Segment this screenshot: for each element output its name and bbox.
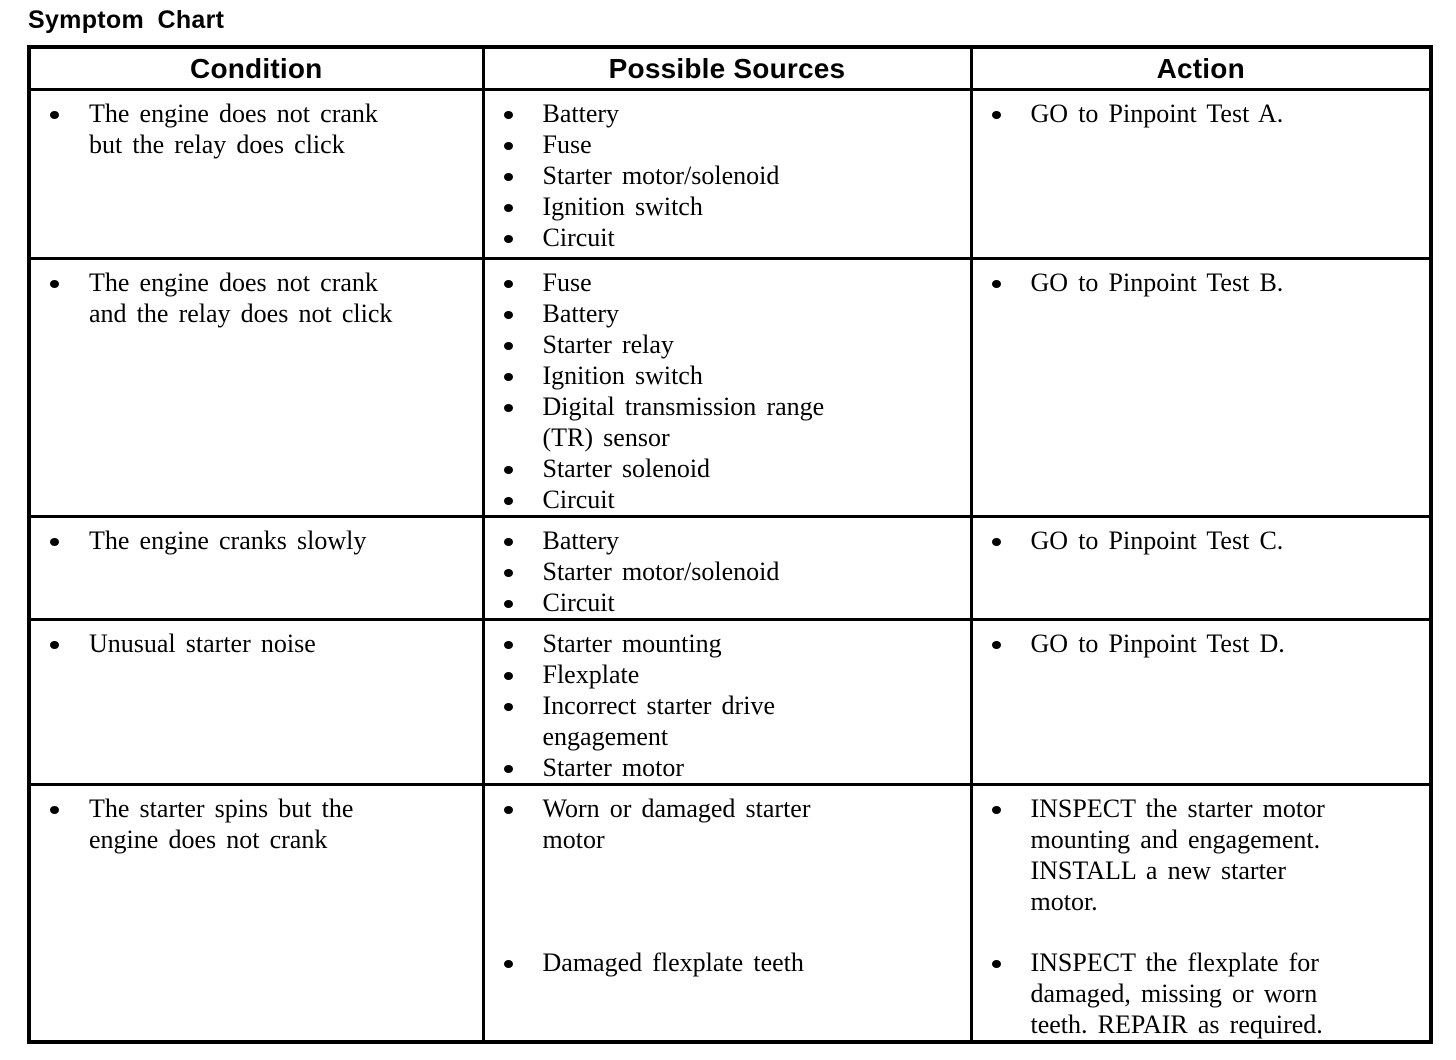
bullet-text: GO to Pinpoint Test B. xyxy=(1030,268,1284,297)
bullet-item xyxy=(485,267,962,298)
bullet-list xyxy=(973,793,1422,1040)
bullet-icon xyxy=(992,641,1001,649)
bullet-item xyxy=(485,191,962,222)
bullet-list xyxy=(485,525,962,618)
bullet-item xyxy=(485,525,962,556)
bullet-icon xyxy=(504,280,513,288)
bullet-icon xyxy=(504,806,513,814)
bullet-icon xyxy=(50,538,59,546)
bullet-text: GO to Pinpoint Test D. xyxy=(1030,629,1285,658)
bullet-icon xyxy=(992,280,1001,288)
symptom-chart-table xyxy=(27,45,1433,1044)
bullet-text: The engine cranks slowly xyxy=(89,526,367,555)
bullet-text: Worn or damaged starter motor xyxy=(542,794,811,854)
bullet-icon xyxy=(504,538,513,546)
bullet-item xyxy=(485,628,962,659)
bullet-item xyxy=(485,690,962,752)
action-cell xyxy=(971,259,1431,517)
bullet-item xyxy=(973,947,1422,1040)
bullet-item xyxy=(485,98,962,129)
bullet-item xyxy=(31,98,474,160)
table-row xyxy=(29,785,1431,1043)
bullet-text: Starter relay xyxy=(542,330,674,359)
bullet-text: Fuse xyxy=(542,268,592,297)
bullet-text: Flexplate xyxy=(542,660,640,689)
bullet-icon xyxy=(992,111,1001,119)
sources-cell xyxy=(483,785,971,1043)
bullet-item xyxy=(31,628,474,659)
action-cell xyxy=(971,90,1431,259)
bullet-text: Digital transmission range (TR) sensor xyxy=(542,392,825,452)
bullet-icon xyxy=(504,311,513,319)
bullet-icon xyxy=(50,641,59,649)
bullet-item xyxy=(485,298,962,329)
bullet-item xyxy=(485,752,962,783)
column-header-action: Action xyxy=(971,47,1431,90)
table-row xyxy=(29,90,1431,259)
table-row xyxy=(29,620,1431,785)
bullet-icon xyxy=(504,111,513,119)
bullet-list xyxy=(485,267,962,515)
bullet-item xyxy=(485,484,962,515)
bullet-icon xyxy=(992,960,1001,968)
bullet-icon xyxy=(504,672,513,680)
bullet-text: Starter motor/solenoid xyxy=(542,161,780,190)
bullet-icon xyxy=(504,466,513,474)
bullet-item xyxy=(485,129,962,160)
bullet-item xyxy=(973,628,1422,659)
bullet-icon xyxy=(504,404,513,412)
sources-cell xyxy=(483,620,971,785)
bullet-text: GO to Pinpoint Test C. xyxy=(1030,526,1284,555)
condition-cell xyxy=(29,259,483,517)
bullet-text: Starter mounting xyxy=(542,629,722,658)
bullet-icon xyxy=(504,204,513,212)
bullet-item xyxy=(485,453,962,484)
table-row xyxy=(29,259,1431,517)
bullet-icon xyxy=(504,373,513,381)
bullet-item xyxy=(31,267,474,329)
bullet-item xyxy=(973,525,1422,556)
bullet-icon xyxy=(992,806,1001,814)
bullet-item xyxy=(485,222,962,253)
bullet-list xyxy=(31,793,474,855)
bullet-list xyxy=(973,628,1422,659)
bullet-icon xyxy=(50,111,59,119)
bullet-item xyxy=(485,160,962,191)
bullet-text: Circuit xyxy=(542,485,615,514)
bullet-text: Battery xyxy=(542,99,620,128)
bullet-text: The starter spins but the engine does not crank xyxy=(89,794,354,854)
bullet-item xyxy=(973,98,1422,129)
bullet-icon xyxy=(504,342,513,350)
bullet-icon xyxy=(504,173,513,181)
bullet-icon xyxy=(50,806,59,814)
bullet-icon xyxy=(504,235,513,243)
bullet-text: Circuit xyxy=(542,223,615,252)
condition-cell xyxy=(29,90,483,259)
bullet-item xyxy=(485,793,962,855)
bullet-icon xyxy=(504,765,513,773)
bullet-item xyxy=(485,391,962,453)
bullet-text: The engine does not crank and the relay does not click xyxy=(89,268,393,328)
bullet-icon xyxy=(504,641,513,649)
condition-cell xyxy=(29,517,483,620)
page-title: Symptom Chart xyxy=(28,6,225,34)
bullet-text: Battery xyxy=(542,299,620,328)
bullet-item xyxy=(485,659,962,690)
bullet-text: Battery xyxy=(542,526,620,555)
bullet-text: Damaged flexplate teeth xyxy=(542,948,804,977)
bullet-list xyxy=(31,98,474,160)
bullet-text: Starter motor xyxy=(542,753,685,782)
condition-cell xyxy=(29,785,483,1043)
table-row xyxy=(29,517,1431,620)
bullet-text: Unusual starter noise xyxy=(89,629,316,658)
bullet-text: GO to Pinpoint Test A. xyxy=(1030,99,1284,128)
sources-cell xyxy=(483,259,971,517)
bullet-icon xyxy=(504,703,513,711)
bullet-text: Ignition switch xyxy=(542,192,703,221)
bullet-item xyxy=(485,556,962,587)
table-body xyxy=(29,90,1431,1043)
column-header-condition: Condition xyxy=(29,47,483,90)
bullet-icon xyxy=(504,142,513,150)
bullet-list xyxy=(31,267,474,329)
bullet-list xyxy=(31,525,474,556)
sources-cell xyxy=(483,90,971,259)
bullet-icon xyxy=(504,960,513,968)
action-cell xyxy=(971,517,1431,620)
bullet-item xyxy=(973,793,1422,917)
bullet-list xyxy=(485,98,962,253)
bullet-item xyxy=(31,525,474,556)
bullet-list xyxy=(485,793,962,978)
bullet-list xyxy=(973,98,1422,129)
bullet-item xyxy=(31,793,474,855)
bullet-list xyxy=(31,628,474,659)
bullet-text: INSPECT the flexplate for damaged, missing or worn teeth. REPAIR as required. xyxy=(1030,948,1323,1039)
bullet-text: Incorrect starter drive engagement xyxy=(542,691,775,751)
action-cell xyxy=(971,620,1431,785)
sources-cell xyxy=(483,517,971,620)
table-header-row xyxy=(29,47,1431,90)
bullet-item xyxy=(973,267,1422,298)
bullet-icon xyxy=(504,569,513,577)
bullet-text: Ignition switch xyxy=(542,361,703,390)
bullet-icon xyxy=(504,600,513,608)
bullet-text: Starter solenoid xyxy=(542,454,711,483)
bullet-text: Starter motor/solenoid xyxy=(542,557,780,586)
bullet-list xyxy=(485,628,962,783)
condition-cell xyxy=(29,620,483,785)
bullet-text: The engine does not crank but the relay does click xyxy=(89,99,378,159)
column-header-possible-sources: Possible Sources xyxy=(483,47,971,90)
bullet-text: Circuit xyxy=(542,588,615,617)
bullet-list xyxy=(973,525,1422,556)
bullet-item xyxy=(485,329,962,360)
bullet-item xyxy=(485,947,962,978)
action-cell xyxy=(971,785,1431,1043)
bullet-icon xyxy=(504,497,513,505)
bullet-icon xyxy=(992,538,1001,546)
bullet-text: Fuse xyxy=(542,130,592,159)
bullet-item xyxy=(485,587,962,618)
bullet-item xyxy=(485,360,962,391)
bullet-list xyxy=(973,267,1422,298)
bullet-icon xyxy=(50,280,59,288)
bullet-text: INSPECT the starter motor mounting and engagement. INSTALL a new starter motor. xyxy=(1030,794,1325,916)
